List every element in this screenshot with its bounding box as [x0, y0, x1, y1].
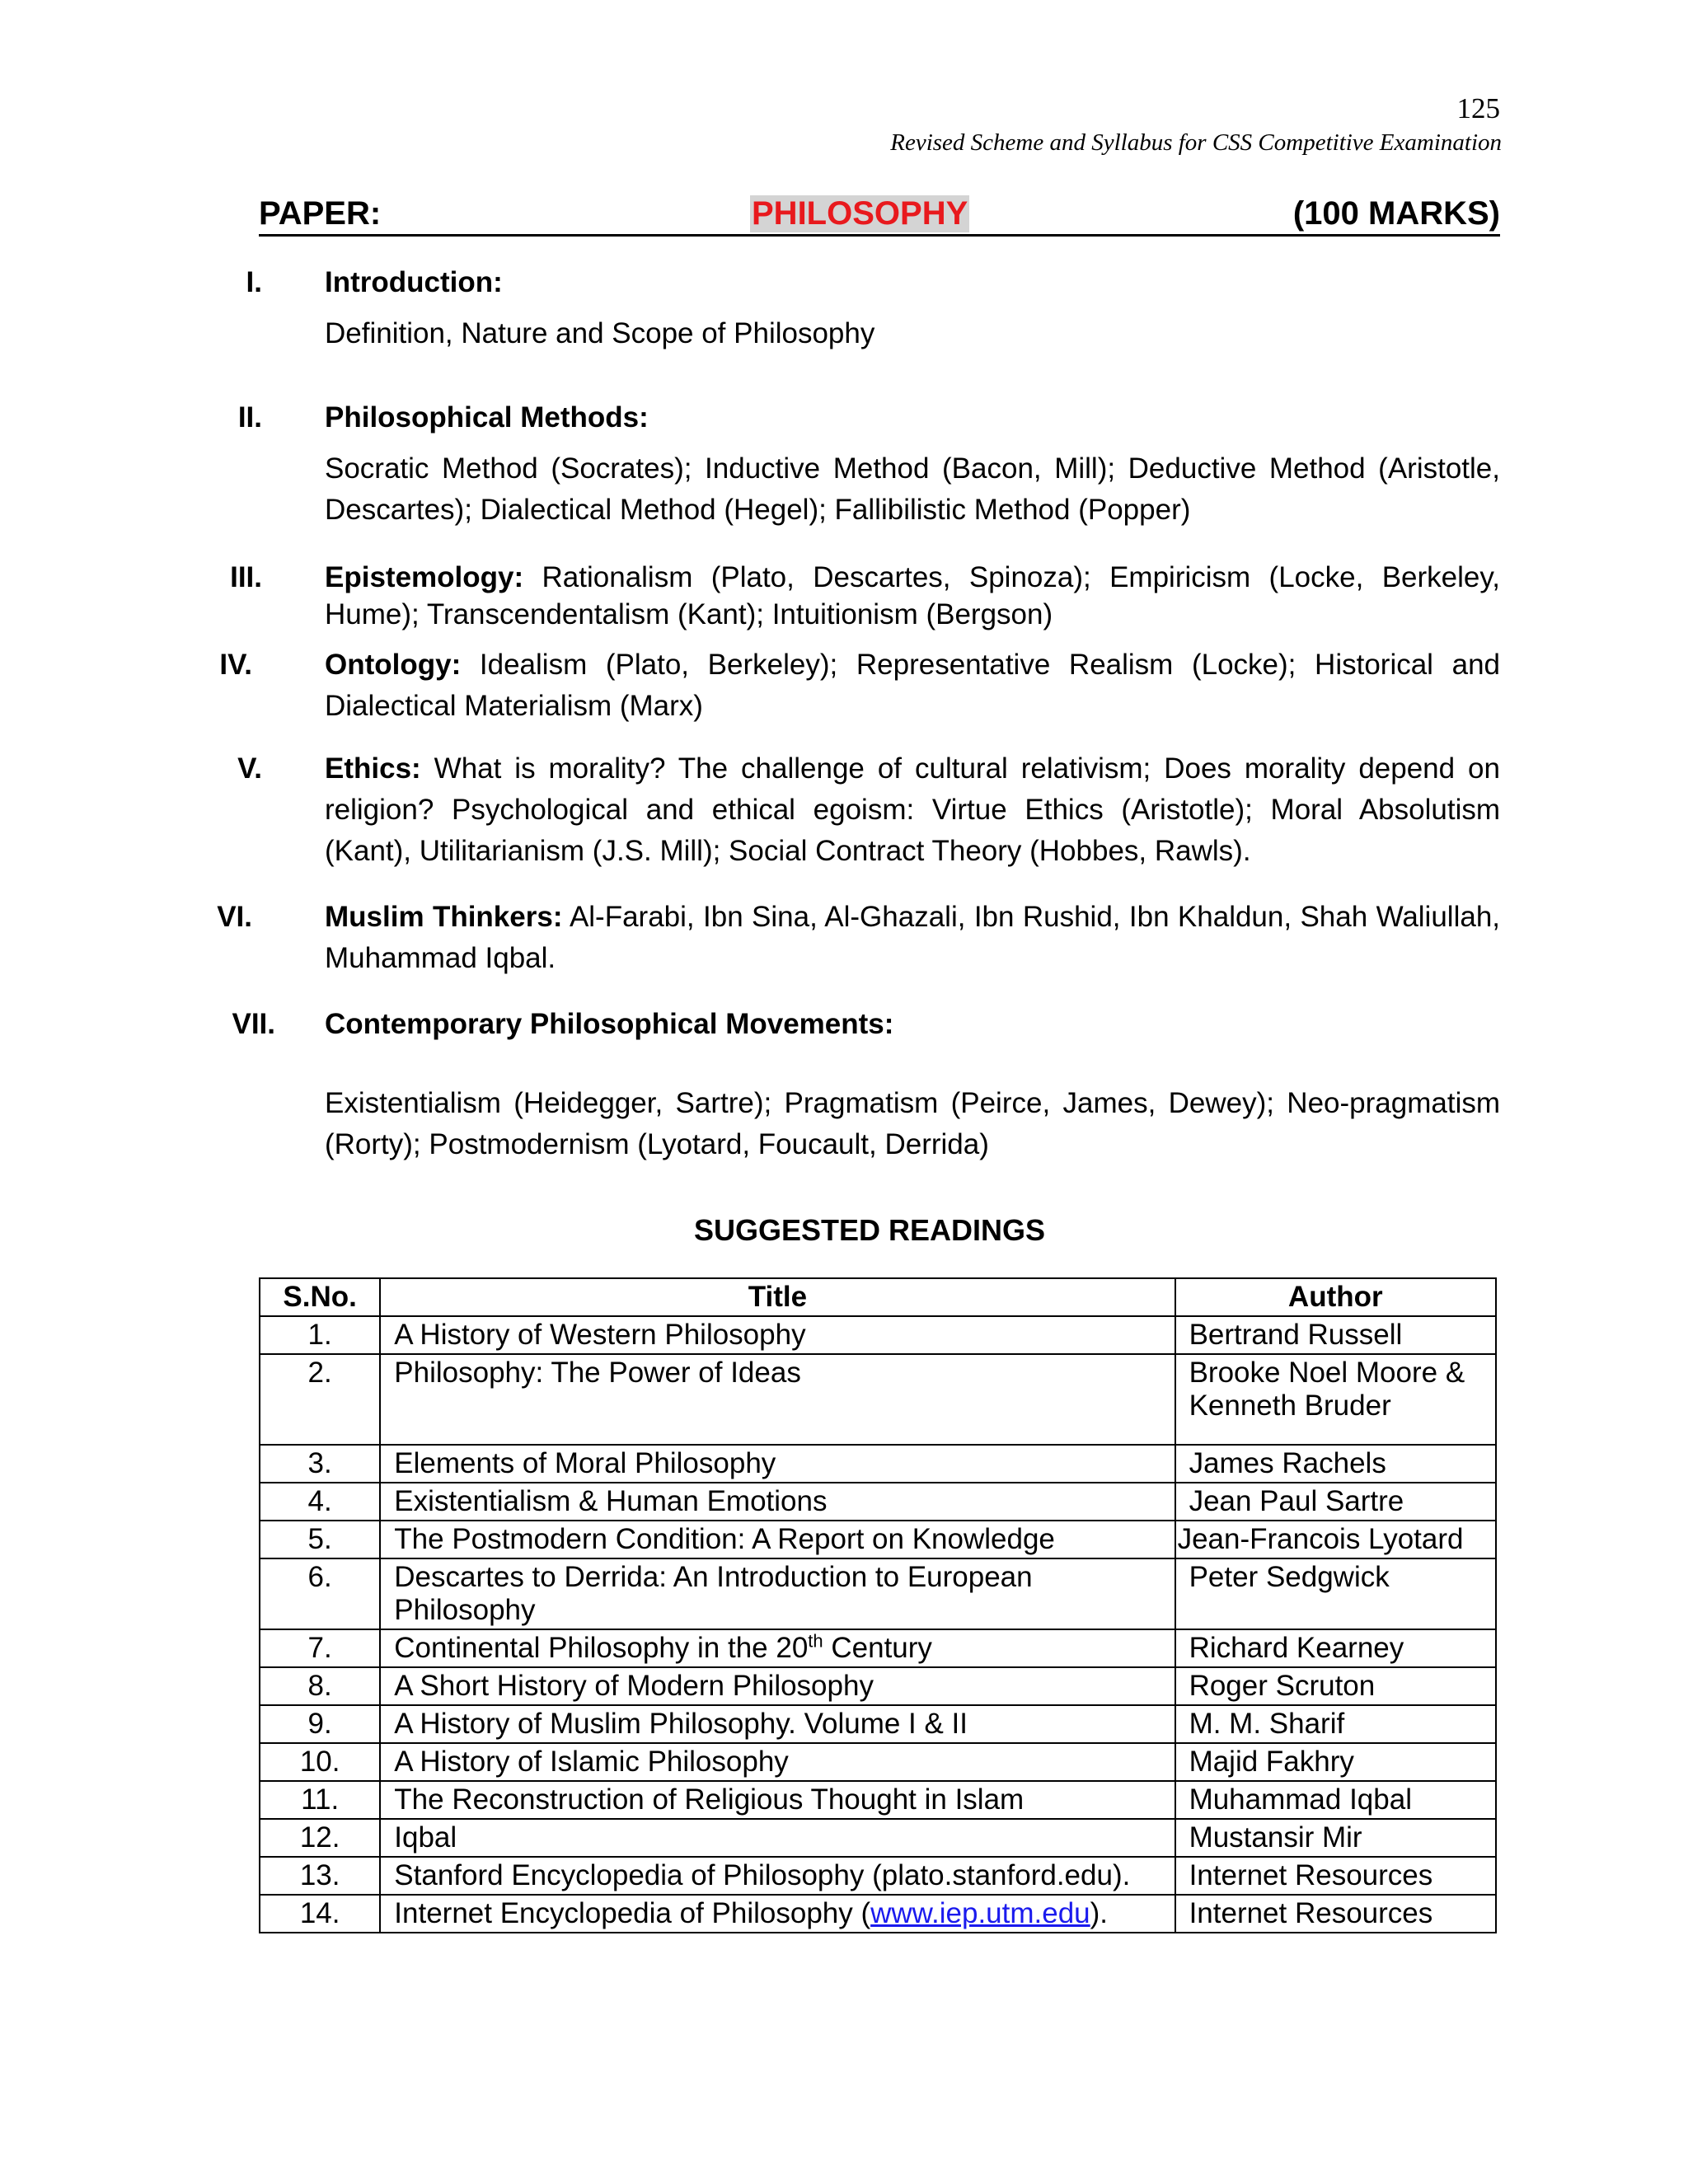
row-title: The Postmodern Condition: A Report on Knowledge — [380, 1521, 1175, 1558]
section-body: Socratic Method (Socrates); Inductive Method (Bacon, Mill); Deductive Method (Aristotle, Descartes); Dialectical Method (Hegel); Fallibilistic Method (Popper) — [325, 452, 1500, 526]
section-numeral: VII. — [232, 1008, 275, 1040]
section-heading: Introduction: — [325, 266, 503, 298]
section-numeral: II. — [237, 401, 262, 434]
column-header-author: Author — [1175, 1278, 1496, 1316]
row-sno: 8. — [260, 1667, 380, 1705]
row-sno: 13. — [260, 1857, 380, 1895]
section-epistemology — [230, 559, 1500, 633]
column-header-title: Title — [380, 1278, 1175, 1316]
section-numeral: I. — [246, 266, 262, 298]
readings-table — [259, 1277, 1497, 1933]
table-row — [260, 1667, 1496, 1705]
row-sno: 14. — [260, 1895, 380, 1933]
running-head: Revised Scheme and Syllabus for CSS Competitive Examination — [890, 129, 1502, 156]
table-row — [260, 1895, 1496, 1933]
title-text: Continental Philosophy in the 20 — [394, 1632, 809, 1664]
section-body: Existentialism (Heidegger, Sartre); Pragmatism (Peirce, James, Dewey); Neo-pragmatism (Rorty); Postmodernism (Lyotard, Foucault, Derrida) — [325, 1087, 1500, 1160]
title-text: Internet Encyclopedia of Philosophy ( — [394, 1897, 871, 1929]
section-heading: Ontology: — [325, 649, 462, 681]
section-introduction — [239, 262, 1500, 354]
paper-title-line — [259, 191, 1500, 237]
iep-link[interactable]: www.iep.utm.edu — [870, 1897, 1090, 1929]
paper-marks: (100 MARKS) — [1292, 195, 1500, 232]
row-title: Elements of Moral Philosophy — [380, 1445, 1175, 1483]
row-author: Roger Scruton — [1175, 1667, 1496, 1705]
row-sno: 7. — [260, 1629, 380, 1667]
row-title: Existentialism & Human Emotions — [380, 1483, 1175, 1521]
table-row — [260, 1781, 1496, 1819]
row-title: Iqbal — [380, 1819, 1175, 1857]
section-ethics — [239, 748, 1500, 872]
title-superscript: th — [808, 1630, 823, 1652]
row-title: Stanford Encyclopedia of Philosophy (plato.stanford.edu). — [380, 1857, 1175, 1895]
section-numeral: IV. — [219, 649, 252, 681]
row-title: A Short History of Modern Philosophy — [380, 1667, 1175, 1705]
row-author: Internet Resources — [1175, 1857, 1496, 1895]
section-heading: Contemporary Philosophical Movements: — [325, 1008, 894, 1040]
section-numeral: III. — [230, 561, 262, 593]
row-sno: 1. — [260, 1316, 380, 1354]
section-heading: Epistemology: — [325, 561, 524, 593]
table-row — [260, 1743, 1496, 1781]
row-sno: 11. — [260, 1781, 380, 1819]
row-author: Internet Resources — [1175, 1895, 1496, 1933]
row-title: Philosophy: The Power of Ideas — [380, 1354, 1175, 1445]
row-author: James Rachels — [1175, 1445, 1496, 1483]
row-sno: 3. — [260, 1445, 380, 1483]
suggested-readings-title: SUGGESTED READINGS — [693, 1213, 1046, 1247]
row-author: Richard Kearney — [1175, 1629, 1496, 1667]
title-text: ). — [1090, 1897, 1109, 1929]
section-philosophical-methods — [239, 397, 1500, 531]
table-row — [260, 1521, 1496, 1558]
row-sno: 5. — [260, 1521, 380, 1558]
table-row — [260, 1354, 1496, 1445]
table-header-row — [260, 1278, 1496, 1316]
table-row — [260, 1819, 1496, 1857]
row-title — [380, 1629, 1175, 1667]
section-heading: Philosophical Methods: — [325, 401, 649, 434]
table-row — [260, 1705, 1496, 1743]
table-row — [260, 1316, 1496, 1354]
section-body: Idealism (Plato, Berkeley); Representative Realism (Locke); Historical and Dialectical Materialism (Marx) — [325, 649, 1501, 722]
section-heading: Muslim Thinkers: — [325, 901, 563, 933]
row-author: Mustansir Mir — [1175, 1819, 1496, 1857]
section-body: What is morality? The challenge of cultural relativism; Does morality depend on religion? Psychological and ethical egoism: Virtue Ethics (Aristotle); Moral Absolutism (Kant), Utilitarianism (J.S. Mill); Social Contract Theory (Hobbes, Rawls). — [325, 752, 1500, 867]
row-author: Majid Fakhry — [1175, 1743, 1496, 1781]
row-sno: 10. — [260, 1743, 380, 1781]
section-body: Definition, Nature and Scope of Philosophy — [325, 317, 875, 349]
table-row — [260, 1445, 1496, 1483]
row-author: Muhammad Iqbal — [1175, 1781, 1496, 1819]
row-author: Peter Sedgwick — [1175, 1558, 1496, 1629]
section-contemporary-movements — [232, 1004, 1500, 1165]
row-sno: 2. — [260, 1354, 380, 1445]
section-numeral: VI. — [217, 901, 252, 933]
section-body: Al-Farabi, Ibn Sina, Al-Ghazali, Ibn Rushid, Ibn Khaldun, Shah Waliullah, Muhammad Iqbal. — [325, 901, 1501, 974]
row-title: A History of Western Philosophy — [380, 1316, 1175, 1354]
row-author: Brooke Noel Moore & Kenneth Bruder — [1175, 1354, 1496, 1445]
row-title: The Reconstruction of Religious Thought in Islam — [380, 1781, 1175, 1819]
row-title: Descartes to Derrida: An Introduction to European Philosophy — [380, 1558, 1175, 1629]
title-text: Century — [823, 1632, 932, 1664]
row-title: A History of Muslim Philosophy. Volume I & II — [380, 1705, 1175, 1743]
row-title: A History of Islamic Philosophy — [380, 1743, 1175, 1781]
section-muslim-thinkers — [217, 897, 1501, 979]
paper-subject: PHILOSOPHY — [752, 195, 968, 232]
row-author: Jean Paul Sartre — [1175, 1483, 1496, 1521]
row-sno: 4. — [260, 1483, 380, 1521]
section-numeral: V. — [237, 752, 262, 785]
page-number: 125 — [1456, 92, 1500, 124]
section-body: Rationalism (Plato, Descartes, Spinoza); Empiricism (Locke, Berkeley, Hume); Transcendentalism (Kant); Intuitionism (Bergson) — [325, 561, 1500, 630]
row-sno: 6. — [260, 1558, 380, 1629]
row-author: Jean-Francois Lyotard — [1175, 1521, 1496, 1558]
table-row — [260, 1483, 1496, 1521]
row-author: M. M. Sharif — [1175, 1705, 1496, 1743]
table-row — [260, 1629, 1496, 1667]
paper-label: PAPER: — [259, 195, 382, 232]
table-row — [260, 1558, 1496, 1629]
row-sno: 12. — [260, 1819, 380, 1857]
column-header-sno: S.No. — [260, 1278, 380, 1316]
row-title — [380, 1895, 1175, 1933]
section-heading: Ethics: — [325, 752, 421, 785]
row-sno: 9. — [260, 1705, 380, 1743]
row-author: Bertrand Russell — [1175, 1316, 1496, 1354]
section-ontology — [219, 644, 1501, 727]
table-row — [260, 1857, 1496, 1895]
